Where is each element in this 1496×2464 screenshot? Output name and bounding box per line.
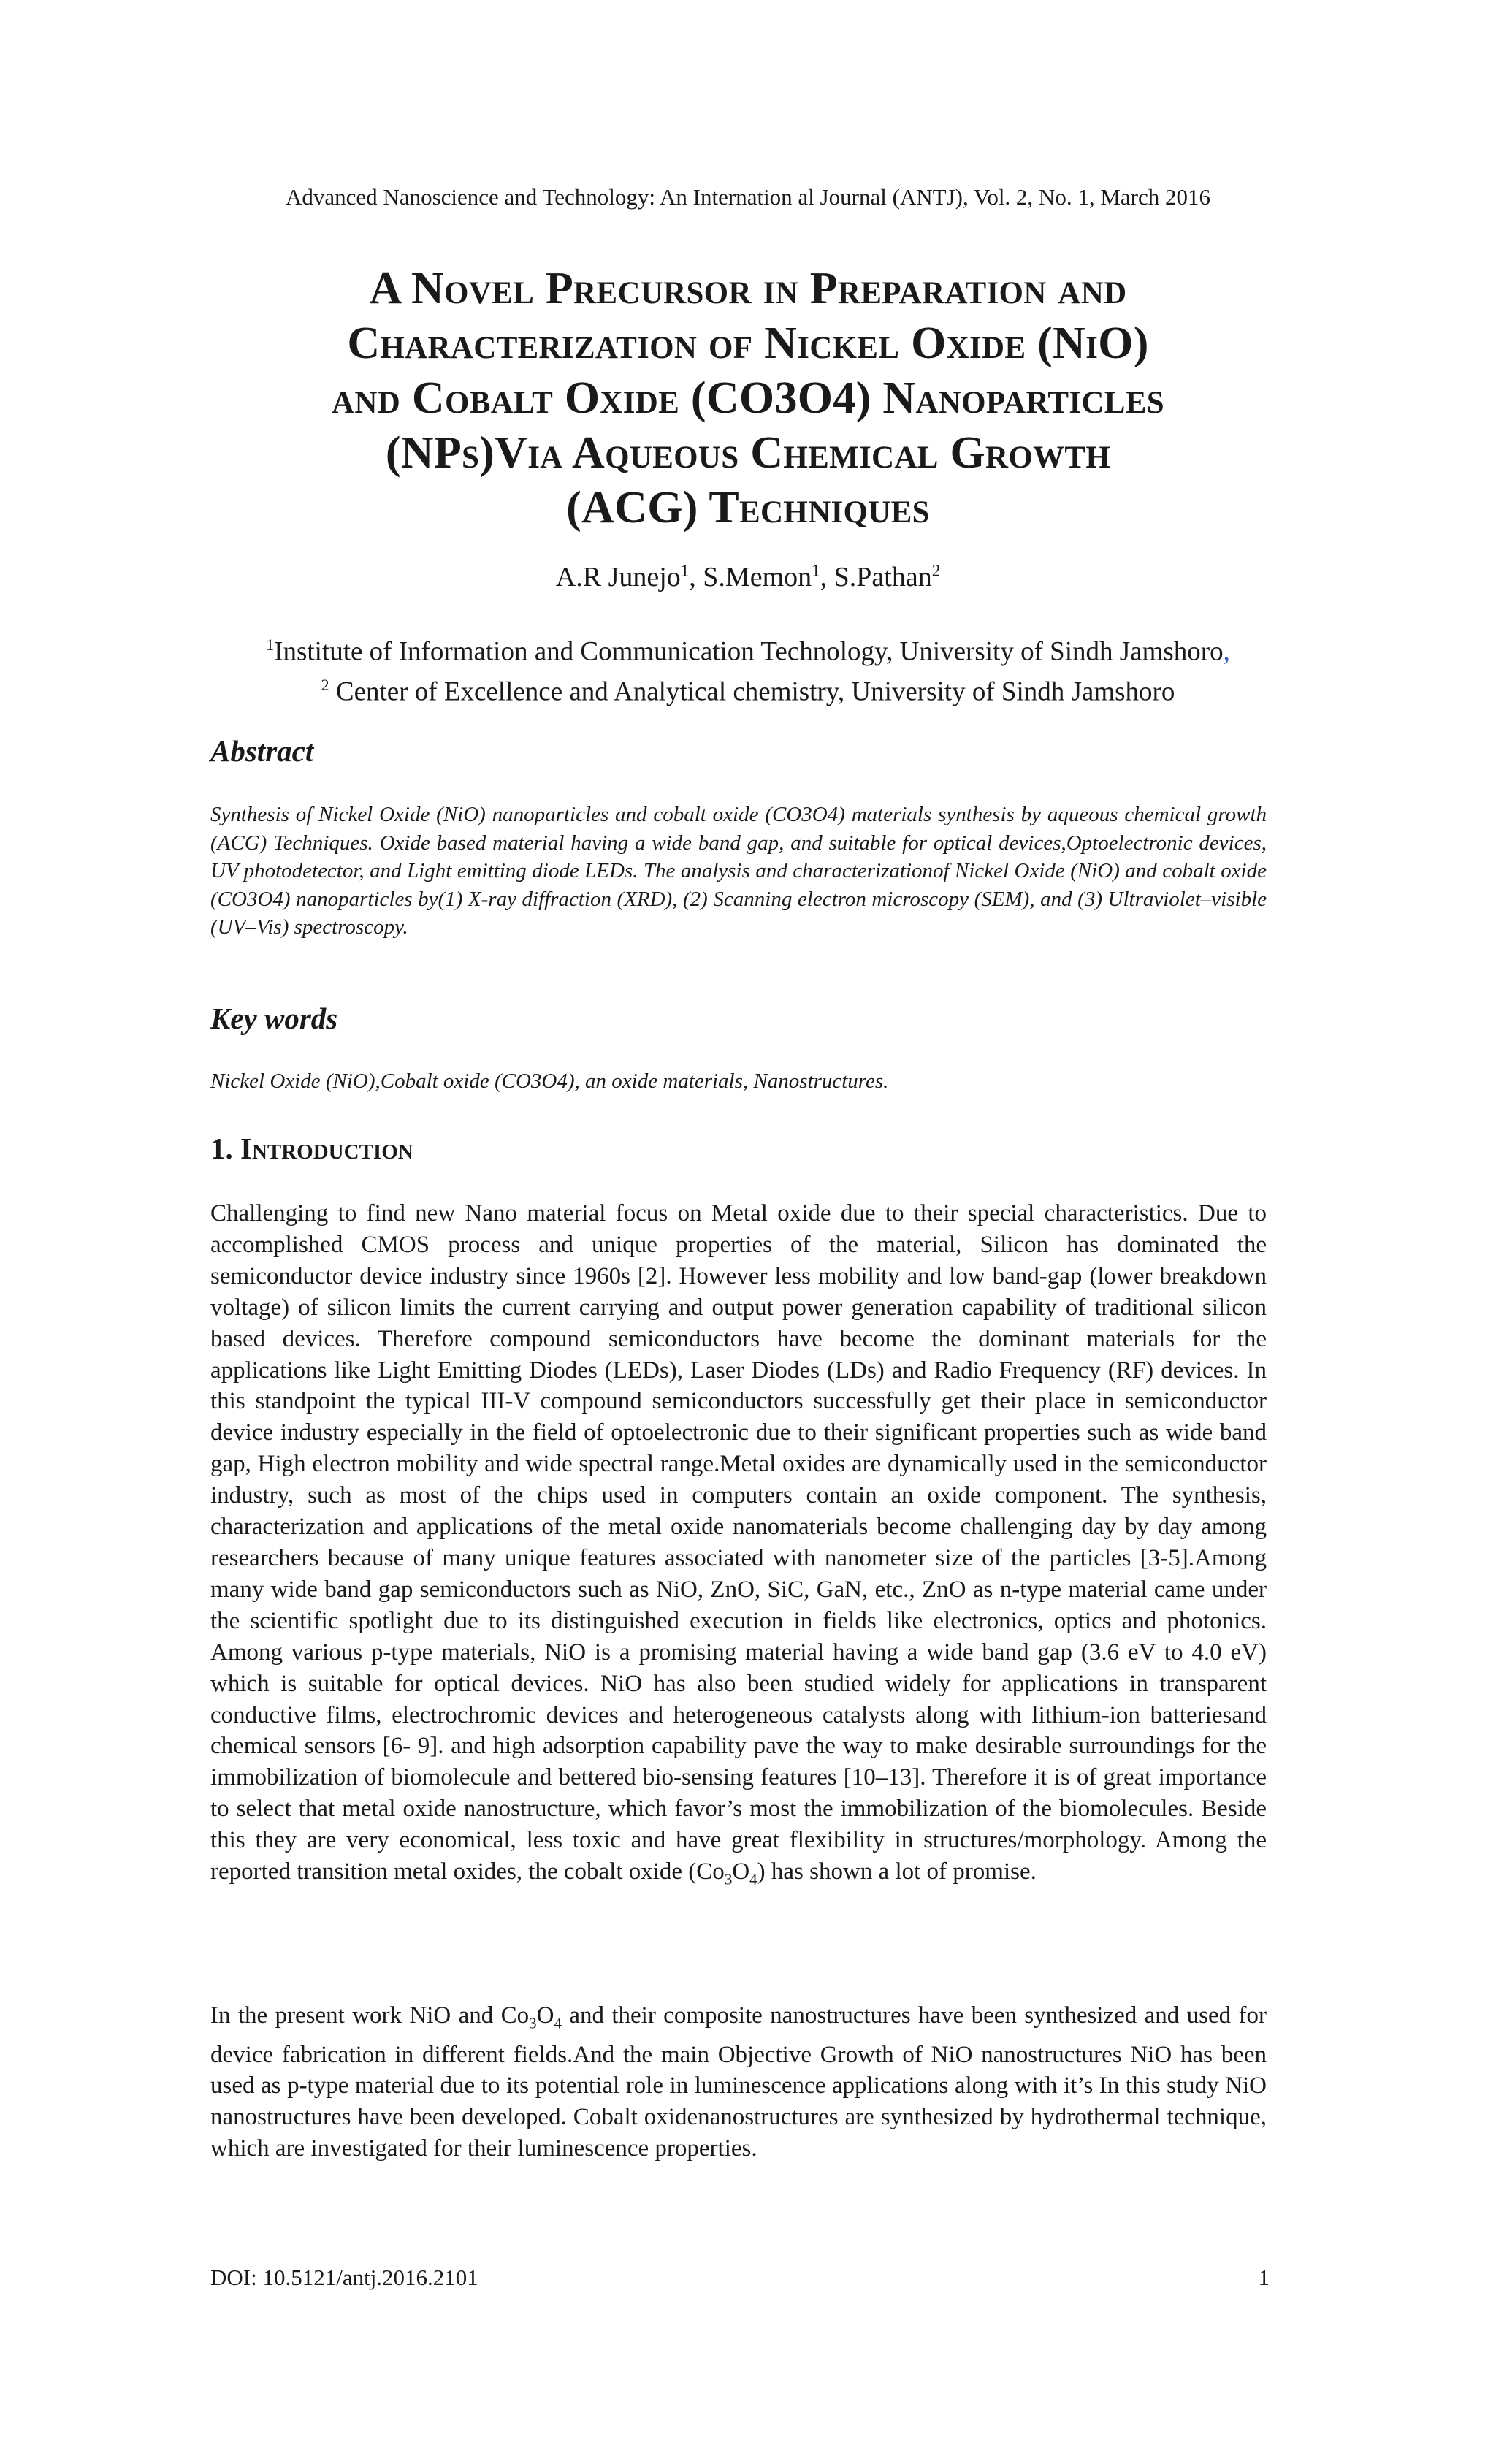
subscript: 4 [749, 1870, 757, 1888]
paragraph-text: O [536, 2002, 554, 2029]
paragraph-text: and their composite nanostructures have been synthesized and used for device fabrication in different fields.And the main Objective Growth of NiO nanostructures NiO has been used as p-type material due to its potential role in luminescence applications along with it’s In this study NiO nanostructures have been developed. Cobalt oxidenanostructures are synthesized by hydrothermal technique, which are investigated for their luminescence properties. [210, 2002, 1267, 2162]
paragraph-text: In the present work NiO and Co [210, 2002, 530, 2029]
paragraph-text: O [732, 1858, 750, 1885]
abstract-heading: Abstract [210, 734, 314, 768]
introduction-heading [210, 1131, 413, 1166]
author-affiliation-mark: 1 [812, 561, 820, 580]
affiliation-text: Center of Excellence and Analytical chemistry, University of Sindh Jamshoro [329, 676, 1175, 707]
subscript: 3 [529, 2014, 537, 2032]
author-affiliation-mark: 1 [680, 561, 690, 580]
title-line: and Cobalt Oxide (CO3O4) Nanoparticles [332, 373, 1164, 423]
keywords-text: Nickel Oxide (NiO),Cobalt oxide (CO3O4), an oxide materials, Nanostructures. [210, 1069, 889, 1093]
section-title: Introduction [240, 1132, 413, 1165]
paragraph-text: ) has shown a lot of promise. [757, 1858, 1037, 1885]
section-number: 1. [210, 1132, 240, 1165]
author-separator: , [820, 562, 834, 592]
footer-doi: DOI: 10.5121/antj.2016.2101 [210, 2265, 478, 2290]
author-name: A.R Junejo [555, 562, 681, 592]
author-list [0, 561, 1496, 593]
affiliation-number: 2 [321, 676, 329, 695]
abstract-text: Synthesis of Nickel Oxide (NiO) nanoparticles and cobalt oxide (CO3O4) materials synthesis by aqueous chemical growth (ACG) Techniques. Oxide based material having a wide band gap, and suitable for optical devices,Optoelectronic devices, UV photodetector, and Light emitting diode LEDs. The analysis and characterizationof Nickel Oxide (NiO) and cobalt oxide (CO3O4) nanoparticles by(1) X-ray diffraction (XRD), (2) Scanning electron microscopy (SEM), and (3) Ultraviolet–visible (UV–Vis) spectroscopy. [210, 803, 1267, 939]
author-separator: , [689, 562, 703, 592]
title-line: (ACG) Techniques [566, 483, 930, 533]
introduction-paragraph-1 [210, 1198, 1267, 1896]
affiliation-number: 1 [266, 636, 275, 654]
page-number: 1 [1258, 2265, 1270, 2290]
subscript: 4 [554, 2014, 562, 2032]
title-line: Characterization of Nickel Oxide (NiO) [347, 319, 1149, 368]
paragraph-text: Challenging to find new Nano material focus on Metal oxide due to their special characteristics. Due to accomplished CMOS process and unique properties of the material, Silicon has dominated the semiconductor device industry since 1960s [2]. However less mobility and low band-gap (lower breakdown voltage) of silicon limits the current carrying and output power generation capability of traditional silicon based devices. Therefore compound semiconductors have become the dominant materials for the applications like Light Emitting Diodes (LEDs), Laser Diodes (LDs) and Radio Frequency (RF) devices. In this standpoint the typical III-V compound semiconductors successfully get their place in semiconductor device industry especially in the field of optoelectronic due to their significant properties such as wide band gap, High electron mobility and wide spectral range.Metal oxides are dynamically used in the semiconductor industry, such as most of the chips used in computers contain an oxide component. The synthesis, characterization and applications of the metal oxide nanomaterials become challenging day by day among researchers because of many unique features associated with nanometer size of the particles [3-5].Among many wide band gap semiconductors such as NiO, ZnO, SiC, GaN, etc., ZnO as n-type material came under the scientific spotlight due to its distinguished execution in fields like electronics, optics and photonics. Among various p-type materials, NiO is a promising material having a wide band gap (3.6 eV to 4.0 eV) which is suitable for optical devices. NiO has also been studied widely for applications in transparent conductive films, electrochromic devices and heterogeneous catalysts along with lithium-ion batteriesand chemical sensors [6- 9]. and high adsorption capability pave the way to make desirable surroundings for the immobilization of biomolecule and bettered bio-sensing features [10–13]. Therefore it is of great importance to select that metal oxide nanostructure, which favor’s most the immobilization of the biomolecules. Beside this they are very economical, less toxic and have great flexibility in structures/morphology. Among the reported transition metal oxides, the cobalt oxide (Co [210, 1200, 1267, 1885]
affiliation-trail: , [1223, 636, 1230, 667]
title-line: (NPs)Via Aqueous Chemical Growth [385, 428, 1111, 478]
title-line: A Novel Precursor in Preparation and [369, 264, 1127, 313]
subscript: 3 [724, 1870, 733, 1888]
running-header: Advanced Nanoscience and Technology: An Internation al Journal (ANTJ), Vol. 2, No. 1, March 2016 [286, 184, 1210, 210]
affiliation [0, 668, 1496, 709]
paper-title [175, 262, 1321, 535]
affiliation-list [0, 628, 1496, 709]
affiliation-text: Institute of Information and Communication Technology, University of Sindh Jamshoro [274, 636, 1224, 667]
affiliation [0, 628, 1496, 668]
author-affiliation-mark: 2 [931, 561, 941, 580]
keywords-heading: Key words [210, 1002, 338, 1035]
author-name: S.Memon [703, 562, 812, 592]
introduction-paragraph-2 [210, 2000, 1267, 2164]
author-name: S.Pathan [833, 562, 932, 592]
